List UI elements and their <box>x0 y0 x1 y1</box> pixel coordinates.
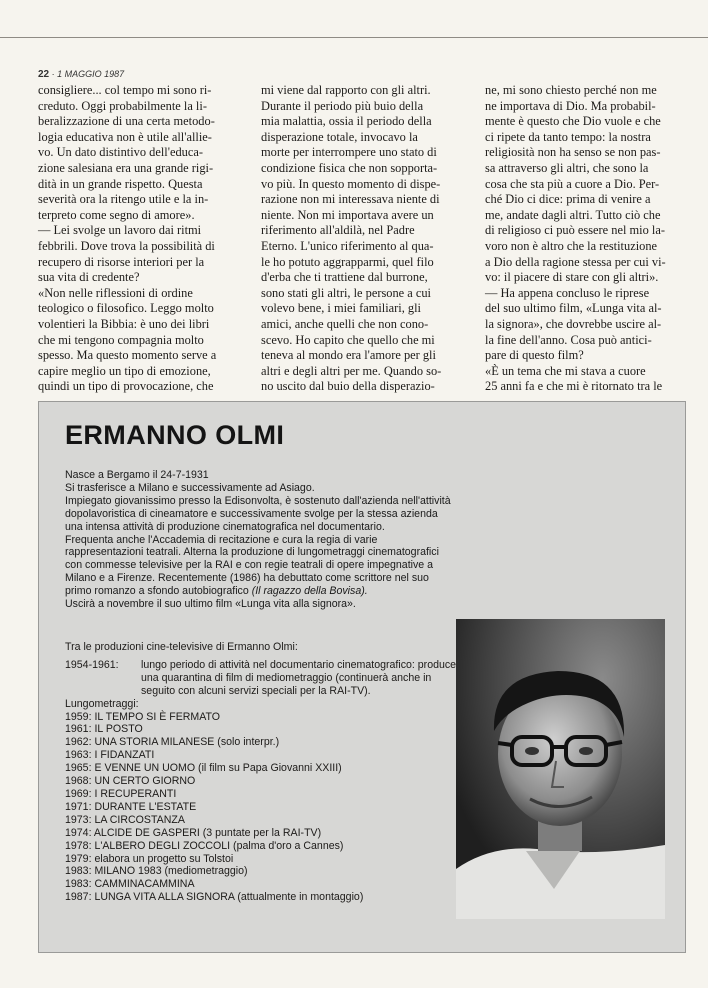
film-item: 1965: E VENNE UN UOMO (il film su Papa Giovanni XXIII) <box>65 762 342 775</box>
portrait-illustration <box>456 619 665 919</box>
bio-line: Impiegato giovanissimo presso la Edisonvolta, è sostenuto dall'azienda nell'attività dopolavoristica di cineamatore e successivamente svolge per la stessa azienda una intensa attività di produzione cinematografica nel documentario. <box>65 494 451 533</box>
biography-box <box>38 401 686 953</box>
biography-text <box>65 469 453 611</box>
top-rule <box>0 37 708 38</box>
film-item: 1962: UNA STORIA MILANESE (solo interpr.) <box>65 736 280 749</box>
box-title: ERMANNO OLMI <box>65 420 285 450</box>
bio-line: Si trasferisce a Milano e successivamente ad Asiago. <box>65 481 315 494</box>
film-item: 1959: IL TEMPO SI È FERMATO <box>65 710 221 723</box>
film-item: 1983: CAMMINACAMMINA <box>65 878 195 891</box>
film-item: 1963: I FIDANZATI <box>65 749 155 762</box>
documentary-entry <box>65 659 459 698</box>
portrait-photo <box>456 619 665 919</box>
film-item: 1968: UN CERTO GIORNO <box>65 775 196 788</box>
film-item: 1969: I RECUPERANTI <box>65 787 177 800</box>
filmography <box>65 641 459 904</box>
documentary-years: 1954-1961: <box>65 658 119 671</box>
productions-intro: Tra le produzioni cine-televisive di Ermanno Olmi: <box>65 641 298 653</box>
film-item: 1978: L'ALBERO DEGLI ZOCCOLI (palma d'oro a Cannes) <box>65 839 344 852</box>
page-folio <box>38 69 124 80</box>
article-column-3: ne, mi sono chiesto perché non me ne importava di Dio. Ma probabil- mente è questo che Dio vuole e che ci ripete da tanto tempo: la nostra religiosità non ha senso se non pas- sa attraverso gli altri, che sono la cosa che sta più a cuore a Dio. Per- ché Dio ci dice: prima di venire a me, andate dagli altri. Tutto ciò che di religioso ci può essere nel mio la- voro non è altro che la restituzione a Dio della ragione stessa per cui vi- vo: il piacere di stare con gli altri». — Ha appena concluso le riprese del suo ultimo film, «Lunga vita al- la signora», che dovrebbe uscire al- la fine dell'anno. Cosa può antici- pare di questo film? «È un tema che mi stava a cuore 25 anni fa e che mi è ritornato tra le <box>485 83 666 394</box>
film-item: 1961: IL POSTO <box>65 723 143 736</box>
films-label: Lungometraggi: <box>65 697 139 710</box>
bio-line: Nasce a Bergamo il 24-7-1931 <box>65 469 209 481</box>
film-item: 1979: elabora un progetto su Tolstoi <box>65 852 234 865</box>
film-item: 1987: LUNGA VITA ALLA SIGNORA (attualmente in montaggio) <box>65 891 364 904</box>
documentary-text: lungo periodo di attività nel documentario cinematografico: produce una quarantina di film di mediometraggio (continuerà anche in seguito con alcuni servizi speciali per la RAI-TV). <box>141 658 457 697</box>
film-list <box>65 711 459 905</box>
film-item: 1974: ALCIDE DE GASPERI (3 puntate per la RAI-TV) <box>65 826 322 839</box>
issue-date: · 1 MAGGIO 1987 <box>51 69 125 79</box>
bio-line: Frequenta anche l'Accademia di recitazione e cura la regia di varie rappresentazioni teatrali. Alterna la produzione di lungometraggi cinematografici con commesse televisive per la RAI e con regie teatrali di opere impegnative a Milano e a Firenze. Recentemente (1986) ha debuttato come scrittore nel suo primo romanzo a sfondo autobiografico (Il ragazzo della Bovisa). <box>65 533 439 598</box>
article-column-1: consigliere... col tempo mi sono ri- creduto. Oggi probabilmente la li- beralizzazione di una certa metodo- logia educativa non è utile all'allie- vo. Un dato distintivo dell'educa- zione salesiana era una grande rigi- dità in un grande rispetto. Questa severità ora la ritengo utile e la in- terpreto come segno di amore». — Lei svolge un lavoro dai ritmi febbrili. Dove trova la possibilità di recupero di risorse interiori per la sua vita di credente? «Non nelle riflessioni di ordine teologico o filosofico. Leggo molto volentieri la Bibbia: è uno dei libri che mi tengono compagnia molto spesso. Ma questo momento serve a capire meglio un tipo di emozione, quindi un tipo di provocazione, che <box>38 83 217 394</box>
book-title: (Il ragazzo della Bovisa). <box>251 585 368 598</box>
film-item: 1973: LA CIRCOSTANZA <box>65 813 185 826</box>
page-number: 22 <box>38 69 50 80</box>
bio-line: Uscirà a novembre il suo ultimo film «Lunga vita alla signora». <box>65 598 356 611</box>
article-column-2: mi viene dal rapporto con gli altri. Durante il periodo più buio della mia malattia, ossia il periodo della disperazione totale, invocavo la morte per interrompere uno stato di condizione fisica che non sopporta- vo più. In questo momento di dispe- razione non mi interessava niente di niente. Non mi importava avere un riferimento all'aldilà, nel Padre Eterno. L'unico riferimento al qua- le ho potuto aggrapparmi, quel filo d'erba che ti trattiene dal burrone, sono stati gli altri, le persone a cui volevo bene, i miei familiari, gli amici, anche quelli che non cono- scevo. Ho capito che quello che mi teneva al mondo era l'amore per gli altri e degli altri per me. Quando so- no uscito dal buio della disperazio- <box>261 83 442 394</box>
film-item: 1971: DURANTE L'ESTATE <box>65 800 197 813</box>
film-item: 1983: MILANO 1983 (mediometraggio) <box>65 865 248 878</box>
